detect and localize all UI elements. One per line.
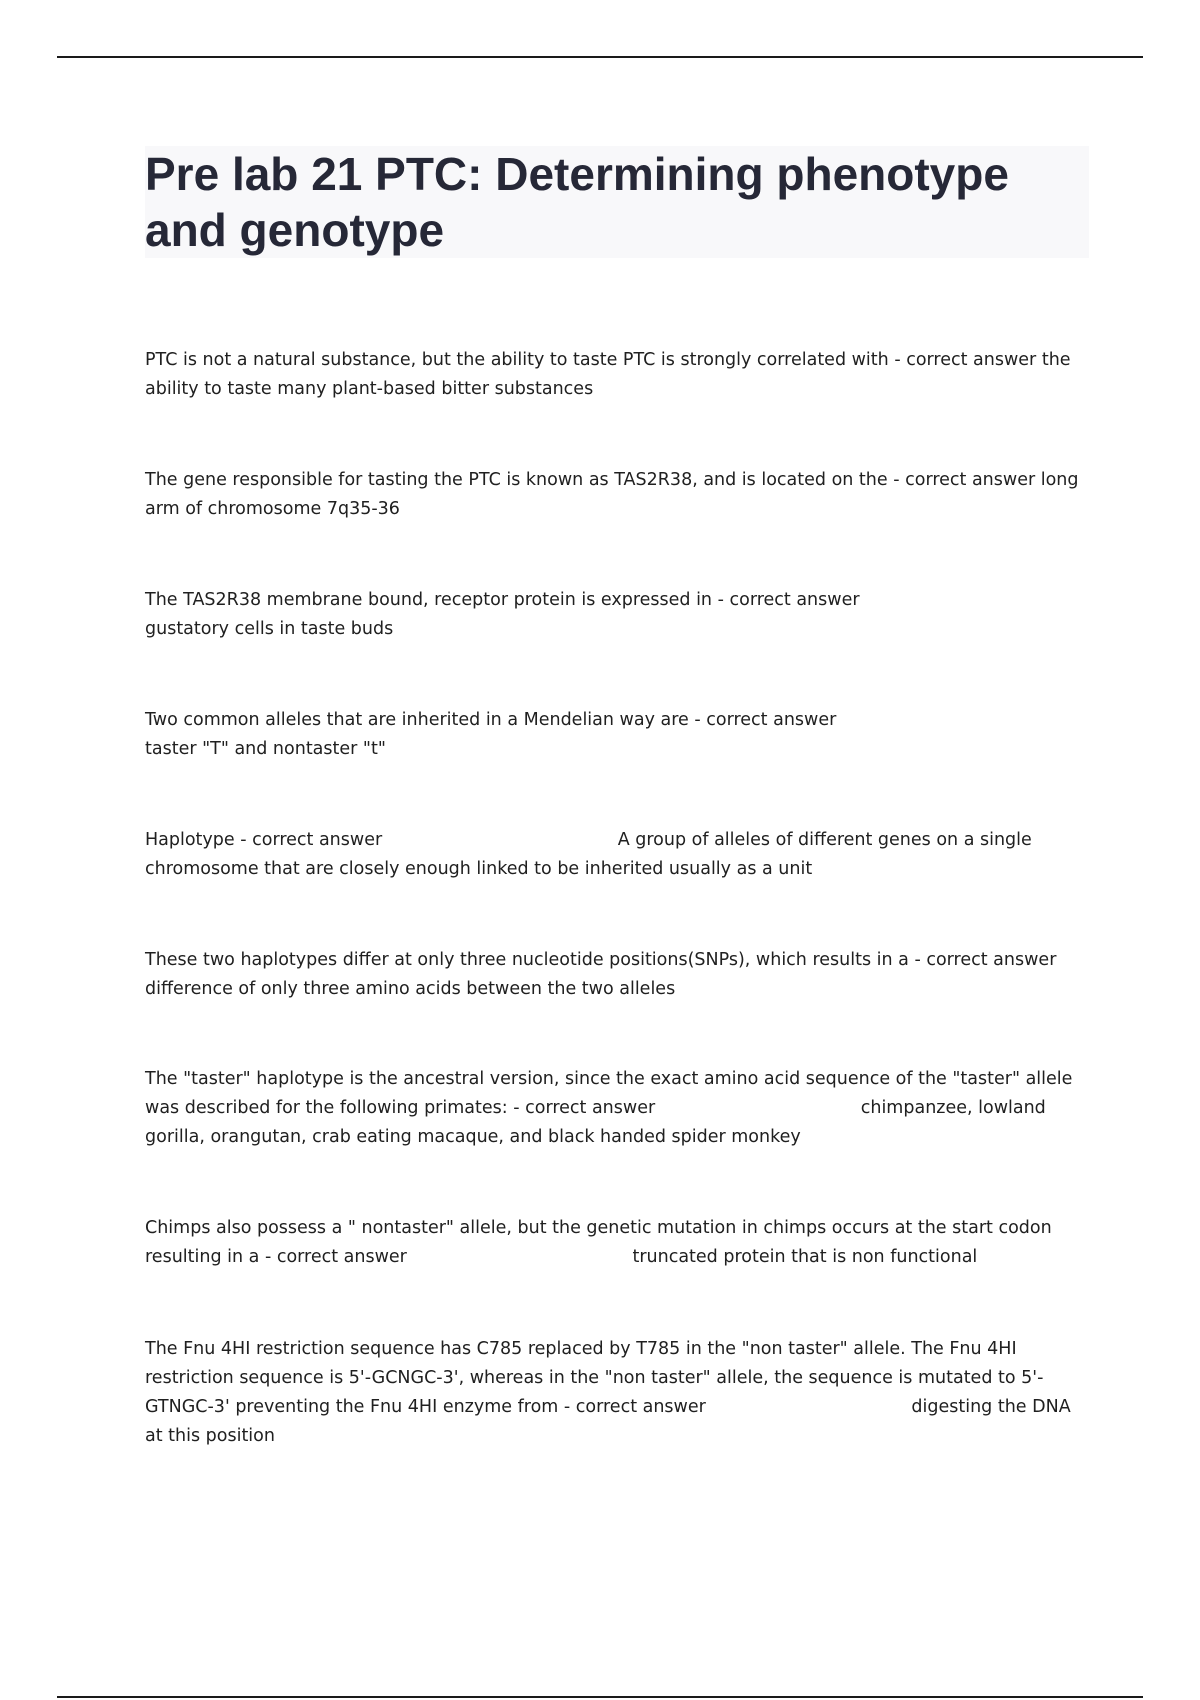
answer-marker: correct answer — [729, 590, 860, 610]
answer-marker: correct answer — [252, 830, 383, 850]
separator: - — [234, 830, 253, 850]
answer-text: truncated protein that is non functional — [632, 1247, 978, 1267]
qa-item — [145, 826, 1080, 884]
answer-text: the ability to taste many plant-based bitter substances — [145, 350, 1071, 399]
answer-text: taster "T" and nontaster "t" — [145, 739, 386, 759]
page-title: Pre lab 21 PTC: Determining phenotype and genotype — [145, 148, 1009, 256]
answer-marker: correct answer — [906, 350, 1037, 370]
answer-text: chimpanzee, lowland gorilla, orangutan, crab eating macaque, and black handed spider monkey — [145, 1098, 1046, 1147]
separator: - — [558, 1397, 576, 1417]
separator: - — [507, 1098, 526, 1118]
separator: - — [887, 470, 906, 490]
answer-marker: correct answer — [525, 1098, 656, 1118]
separator: - — [688, 710, 707, 730]
answer-marker: correct answer — [905, 470, 1036, 490]
question-text: The "taster" haplotype is the ancestral version, since the exact amino acid sequence of the "taster" allele was described for the following primates: — [145, 1069, 1073, 1118]
answer-marker: correct answer — [706, 710, 837, 730]
qa-item — [145, 466, 1080, 524]
answer-marker: correct answer — [276, 1247, 407, 1267]
answer-text: difference of only three amino acids between the two alleles — [145, 979, 676, 999]
qa-item — [145, 1065, 1080, 1152]
answer-marker: correct answer — [575, 1397, 706, 1417]
top-rule — [57, 56, 1143, 58]
qa-item — [145, 346, 1080, 404]
bottom-rule — [57, 1696, 1143, 1698]
separator: - — [712, 590, 730, 610]
answer-text: A group of alleles of different genes on a single chromosome that are closely enough linked to be inherited usually as a unit — [145, 830, 1032, 879]
question-text: Two common alleles that are inherited in a Mendelian way are — [145, 710, 689, 730]
separator: - — [259, 1247, 277, 1267]
question-text: These two haplotypes differ at only three nucleotide positions(SNPs), which results in a — [145, 950, 909, 970]
question-text: Chimps also possess a " nontaster" allele, but the genetic mutation in chimps occurs at the start codon resulting in a — [145, 1218, 1052, 1267]
question-text: PTC is not a natural substance, but the ability to taste PTC is strongly correlated with — [145, 350, 889, 370]
answer-marker: correct answer — [926, 950, 1057, 970]
answer-text: digesting the DNA at this position — [145, 1397, 1071, 1446]
qa-item — [145, 706, 1080, 764]
qa-item — [145, 1214, 1080, 1272]
answer-text: long arm of chromosome 7q35-36 — [145, 470, 1079, 519]
question-text: The Fnu 4HI restriction sequence has C785 replaced by T785 in the "non taster" allele. The Fnu 4HI restriction sequence is 5'-GCNGC-3', whereas in the "non taster" allele, the sequence is mutated to 5'-GTNGC-3' preventing the Fnu 4HI enzyme from — [145, 1339, 1044, 1417]
question-text: The TAS2R38 membrane bound, receptor protein is expressed in — [145, 590, 713, 610]
separator: - — [908, 950, 927, 970]
separator: - — [888, 350, 907, 370]
answer-text: gustatory cells in taste buds — [145, 619, 394, 639]
question-text: The gene responsible for tasting the PTC is known as TAS2R38, and is located on the — [145, 470, 888, 490]
qa-item — [145, 1335, 1080, 1451]
qa-item — [145, 946, 1080, 1004]
qa-item — [145, 586, 1080, 644]
question-text: Haplotype — [145, 830, 235, 850]
